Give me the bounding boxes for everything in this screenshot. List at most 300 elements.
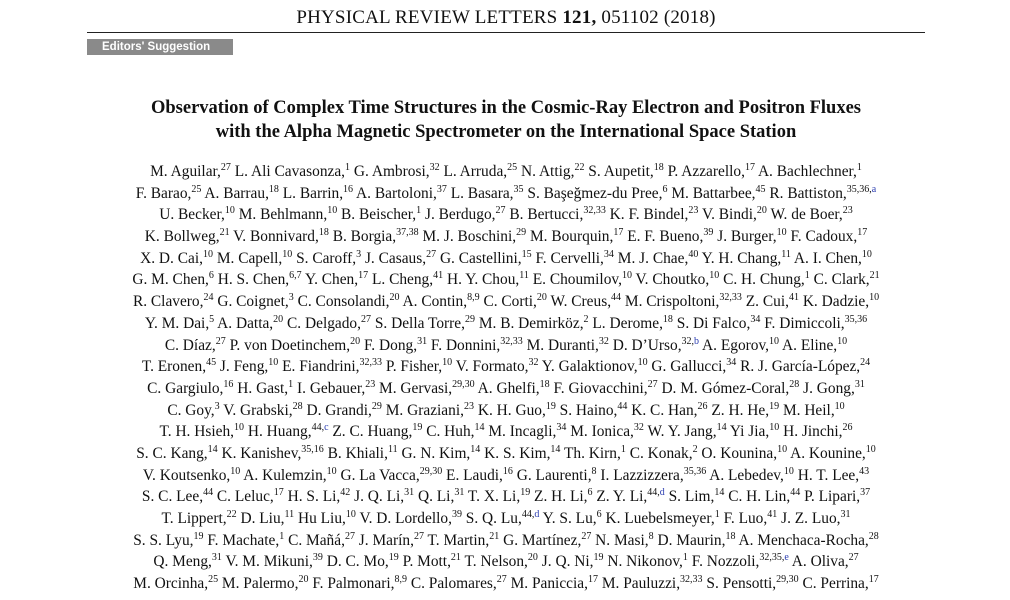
author-name-text: F. Cervelli, [535,249,604,267]
author-name-text: D. Liu, [240,510,285,527]
author-name [671,185,765,202]
author-name-text: L. Barrin, [282,184,344,202]
author-name-text: B. Khiali, [327,444,388,462]
author-name-text: A. Contin, [402,293,468,311]
footnote-link[interactable]: a [871,183,877,195]
affiliation-superscript: 1 [856,162,862,173]
author-name-text: A. Barrau, [204,184,269,202]
affiliation-superscript: 3 [288,292,294,304]
author-name-text: P. Lipari, [804,488,861,506]
author-name-text: P. von Doetinchem, [229,336,351,354]
author-name [132,271,214,288]
author-name-text: M. Incagli, [488,423,557,441]
author-name [636,271,720,288]
paper-title [87,96,925,144]
footnote-superscript [660,487,665,498]
affiliation-superscript: 27 [495,205,506,217]
author-name [379,380,475,397]
author-name-text: H. Gast, [237,379,289,397]
author-name-text: T. Eronen, [141,358,207,376]
author-name-text: L. Derome, [592,314,663,332]
author-name [466,510,540,527]
footnote-link[interactable]: b [694,335,700,347]
affiliation-superscript: 32 [528,357,539,369]
affiliation-superscript: 21 [869,270,880,282]
author-name [596,488,664,505]
affiliation-superscript: 19 [545,400,556,412]
author-name-text: F. Dimiccoli, [764,314,845,332]
author-name [159,206,235,223]
author-name [479,315,589,332]
author-name-text: M. Gervasi, [379,379,453,397]
author-name-text: A. Kounine, [790,444,866,462]
author-line [87,486,925,508]
affiliation-superscript: 20 [756,205,767,217]
author-name [133,575,218,592]
author-name-text: T. Martin, [427,531,490,549]
author-line [87,269,925,291]
author-name [217,293,293,310]
author-name-text: S. Başeğmez-du Pree, [527,184,663,202]
author-name-text: C. Díaz, [164,336,216,354]
author-name [630,445,698,462]
author-name [542,553,604,570]
affiliation-superscript: 32 [633,422,644,434]
affiliation-superscript: 10 [268,357,279,369]
affiliation-superscript: 35,36, [846,183,872,195]
author-line [87,248,925,270]
affiliation-superscript: 41 [433,270,444,282]
author-name [613,337,699,354]
affiliation-superscript: 45 [755,183,766,195]
author-name [527,185,667,202]
author-name-text: M. Bourquin, [529,228,614,246]
author-name [403,553,461,570]
author-name-text: N. Masi, [595,531,649,549]
affiliation-superscript: 18 [662,313,673,325]
affiliation-superscript: 31 [211,552,222,564]
author-name-text: Z. Cui, [745,293,789,311]
affiliation-superscript: 32,33 [583,205,606,217]
author-name-text: M. Aguilar, [150,163,221,180]
affiliation-superscript: 20 [536,292,547,304]
author-name-text: J. Q. Li, [354,488,405,506]
footnote-link[interactable]: d [659,487,665,499]
author-name-text: G. N. Kim, [401,444,471,462]
author-name [288,488,351,505]
author-name [359,510,461,527]
author-name [240,510,294,527]
affiliation-superscript: 8,9 [394,574,407,586]
affiliation-superscript: 32,33 [680,574,703,586]
author-name-text: S. Haino, [559,401,618,419]
affiliation-superscript: 27 [413,530,424,542]
author-name [425,206,506,223]
author-name [422,228,526,245]
author-name [297,380,375,397]
author-line [87,443,925,465]
affiliation-superscript: 10 [637,357,648,369]
affiliation-superscript: 3 [214,400,220,412]
affiliation-superscript: 18 [725,530,736,542]
author-name [217,488,284,505]
author-name [333,228,419,245]
author-name-text: S. Lim, [668,488,715,506]
author-name [327,553,399,570]
affiliation-superscript: 8 [591,465,597,477]
author-name [702,250,791,267]
author-name-text: A. Kulemzin, [243,466,327,484]
author-name [133,293,214,310]
affiliation-superscript: 3 [356,248,362,260]
affiliation-superscript: 29 [464,313,475,325]
affiliation-superscript: 29 [516,227,527,239]
affiliation-superscript: 10 [837,335,848,347]
author-name [165,337,226,354]
affiliation-superscript: 23 [365,378,376,390]
affiliation-superscript: 8 [648,530,654,542]
author-name-text: R. J. García-López, [740,358,861,376]
author-name [770,206,852,223]
author-name-text: K. C. Han, [631,401,698,419]
author-name-text: G. Laurenti, [516,466,592,484]
author-name [136,185,202,202]
author-name [533,271,632,288]
affiliation-superscript: 20 [273,313,284,325]
author-name-text: T. H. Hsieh, [159,423,235,441]
author-name-text: J. Berdugo, [424,206,496,224]
affiliation-superscript: 17 [868,574,879,586]
affiliation-superscript: 10 [869,292,880,304]
author-name [534,488,592,505]
affiliation-superscript: 19 [769,400,780,412]
author-line [87,291,925,313]
author-name-text: J. Burger, [717,228,777,246]
affiliation-superscript: 31 [417,335,428,347]
author-name [517,467,597,484]
affiliation-superscript: 27 [426,248,437,260]
affiliation-superscript: 6 [587,487,593,499]
affiliation-superscript: 35,16 [301,443,324,455]
affiliation-superscript: 43 [859,465,870,477]
author-name [418,488,464,505]
author-name-text: J. Casaus, [364,249,427,267]
affiliation-superscript: 32,33 [719,292,742,304]
footnote-superscript [784,552,788,563]
author-name [542,358,648,375]
author-line [87,313,925,335]
author-name [145,228,230,245]
author-name-text: H. Y. Chou, [446,271,520,289]
author-name-text: D. D’Urso, [612,336,682,354]
author-name [386,358,452,375]
affiliation-superscript: 27 [215,335,226,347]
author-name-text: K. F. Bindel, [609,206,689,224]
author-name-text: A. Egorov, [702,336,770,354]
affiliation-superscript: 34 [556,422,567,434]
affiliation-superscript: 6 [662,183,668,195]
author-name-text: Y. M. Dai, [144,314,210,332]
affiliation-superscript: 26 [842,422,853,434]
author-name [790,445,876,462]
author-name [702,337,779,354]
author-name [527,337,609,354]
author-name-text: F. Palmonari, [312,575,395,593]
author-name [167,402,219,419]
author-name [296,250,361,267]
author-name-text: A. Datta, [217,314,274,332]
affiliation-superscript: 6,7 [289,270,302,282]
author-name [447,271,529,288]
affiliation-superscript: 10 [202,248,213,260]
author-line [87,508,925,530]
author-name-text: D. M. Gómez-Coral, [661,379,790,397]
author-name [283,185,353,202]
author-name-text: J. Gong, [803,379,855,397]
affiliation-superscript: 23 [463,400,474,412]
author-line [87,551,925,573]
affiliation-superscript: 20 [527,552,538,564]
affiliation-superscript: 10 [769,335,780,347]
affiliation-superscript: 41 [788,292,799,304]
author-name [375,315,475,332]
author-line [87,421,925,443]
affiliation-superscript: 28 [292,400,303,412]
author-name-text: Z. C. Huang, [332,423,413,441]
affiliation-superscript: 10 [777,443,788,455]
author-name [553,380,657,397]
author-name-text: Hu Liu, [297,510,346,527]
affiliation-superscript: 29,30 [452,378,475,390]
author-name-text: F. Luo, [723,510,768,527]
author-name-text: G. Coignet, [217,293,289,311]
affiliation-superscript: 27 [647,378,658,390]
footnote-superscript [534,509,539,520]
author-name [159,423,244,440]
author-name-text: B. Beischer, [341,206,417,224]
author-name [222,445,324,462]
affiliation-superscript: 22 [226,509,237,520]
affiliation-superscript: 24 [203,292,214,304]
affiliation-superscript: 40 [688,248,699,260]
author-name [564,445,626,462]
author-name-text: V. Koutsenko, [142,466,231,484]
affiliation-superscript: 32, [681,335,695,347]
author-name [426,423,484,440]
author-name-text: A. Ghelfi, [477,379,540,397]
author-name-text: Y. Chen, [304,271,359,289]
author-name [602,575,703,592]
author-name-text: M. Ionica, [570,423,634,441]
footnote-superscript [872,184,876,195]
author-name-text: D. C. Mo, [326,553,389,571]
affiliation-superscript: 10 [861,248,872,260]
author-name [610,206,699,223]
author-name [161,510,236,527]
author-name-text: M. Crispoltoni, [624,293,720,311]
affiliation-superscript: 17 [273,487,284,499]
affiliation-superscript: 17 [744,162,755,173]
author-name [142,358,216,375]
author-name [456,358,539,375]
author-name-text: K. H. Guo, [477,401,546,419]
author-name [204,185,279,202]
author-name [740,358,870,375]
affiliation-superscript: 17 [587,574,598,586]
author-name [235,163,350,180]
author-name-text: H. T. Lee, [797,466,860,484]
author-name [217,250,292,267]
author-name-text: C. Leluc, [216,488,274,506]
author-name-text: V. M. Mikuni, [225,553,313,571]
author-name-text: S. Pensotti, [706,575,777,593]
author-name [592,315,673,332]
affiliation-superscript: 1 [279,530,285,542]
editors-suggestion-badge[interactable]: Editors' Suggestion [87,39,233,55]
author-name [543,510,602,527]
footnote-link[interactable]: d [534,509,540,520]
author-name-text: K. Bollweg, [144,228,220,246]
affiliation-superscript: 16 [343,183,354,195]
author-name-text: M. B. Demirköz, [478,314,584,332]
author-name [143,467,240,484]
author-name [509,206,605,223]
author-name [588,163,663,180]
author-name [783,423,852,440]
author-name-text: M. Graziani, [385,401,464,419]
author-name-text: M. J. Boschini, [422,228,517,246]
affiliation-superscript: 44 [203,487,214,499]
author-name [484,445,560,462]
author-name [207,532,284,549]
author-name-text: F. Nozzoli, [691,553,760,571]
author-name [794,250,872,267]
author-name [631,402,707,419]
author-name [354,488,414,505]
author-name-text: M. Behlmann, [238,206,328,224]
affiliation-superscript: 2 [692,443,698,455]
author-name [465,553,538,570]
author-name-text: J. Feng, [219,358,269,376]
author-name [403,293,480,310]
affiliation-superscript: 34 [603,248,614,260]
author-name [401,445,480,462]
footnote-link[interactable]: e [784,552,789,564]
author-name-text: A. Menchaca-Rocha, [738,531,869,549]
affiliation-superscript: 19 [412,422,423,434]
affiliation-superscript: 1 [714,509,720,520]
author-name [364,337,427,354]
author-name [483,293,546,310]
author-name-text: O. Kounina, [701,444,778,462]
author-name-text: Y. S. Lu, [542,510,597,527]
author-name [792,553,859,570]
author-name-text: K. Kanishev, [221,444,302,462]
affiliation-superscript: 31 [454,487,465,499]
author-name-text: M. J. Chae, [617,249,689,267]
author-name-text: T. Lippert, [161,510,227,527]
affiliation-superscript: 10 [834,400,845,412]
affiliation-superscript: 14 [470,443,481,455]
author-name [341,206,421,223]
author-name [728,488,800,505]
author-name-text: Yi Jia, [729,423,770,441]
affiliation-superscript: 21 [219,227,230,239]
author-name [305,271,368,288]
author-name-text: P. Fisher, [385,358,443,376]
author-name-text: H. S. Li, [287,488,341,506]
author-name [769,185,876,202]
author-name-text: C. Consolandi, [297,293,390,311]
author-name-text: D. Maurin, [657,531,726,549]
affiliation-superscript: 10 [230,465,241,477]
author-name-text: F. Cadoux, [790,228,858,246]
author-name [312,575,407,592]
author-name [233,228,329,245]
affiliation-superscript: 26 [697,400,708,412]
author-name-text: C. Gargiulo, [147,379,224,397]
author-name [451,185,524,202]
author-name [220,358,278,375]
affiliation-superscript: 27 [360,313,371,325]
author-name-text: G. M. Chen, [132,271,209,289]
affiliation-superscript: 11 [284,509,295,520]
author-name-text: K. Luebelsmeyer, [605,510,715,527]
author-name [618,250,699,267]
author-name [288,532,355,549]
author-name-text: E. F. Bueno, [627,228,704,246]
author-name [521,163,584,180]
affiliation-superscript: 18 [318,227,329,239]
author-name-text: A. Lebedev, [709,466,784,484]
author-name-text: R. Clavero, [132,293,204,311]
affiliation-superscript: 10 [282,248,293,260]
author-name [443,163,517,180]
footnote-link[interactable]: c [324,422,329,434]
author-name [478,402,556,419]
affiliation-superscript: 31 [404,487,415,499]
author-line [87,335,925,357]
author-name-text: H. Huang, [247,423,312,441]
author-name [692,553,789,570]
affiliation-superscript: 21 [489,530,500,542]
affiliation-superscript: 10 [783,465,794,477]
author-name [814,271,880,288]
author-name-text: M. Pauluzzi, [601,575,681,593]
affiliation-superscript: 10 [345,509,356,520]
author-name [668,163,755,180]
author-name-text: S. Q. Lu, [465,510,522,527]
author-name [661,380,799,397]
author-name-text: Z. H. Li, [534,488,588,506]
affiliation-superscript: 14 [550,443,561,455]
affiliation-superscript: 37,38 [396,227,419,239]
affiliation-superscript: 37 [436,183,447,195]
author-name [511,575,598,592]
affiliation-superscript: 10 [865,443,876,455]
author-name [738,532,878,549]
author-name-text: F. Barao, [135,184,192,202]
affiliation-superscript: 11 [519,270,529,282]
affiliation-superscript: 10 [326,465,337,477]
affiliation-superscript: 44 [790,487,801,499]
author-name-text: A. Oliva, [791,553,849,571]
author-name-text: J. Q. Ni, [541,553,594,571]
author-name-text: S. Della Torre, [374,314,465,332]
author-name [356,185,447,202]
author-line [87,465,925,487]
author-name [535,250,613,267]
